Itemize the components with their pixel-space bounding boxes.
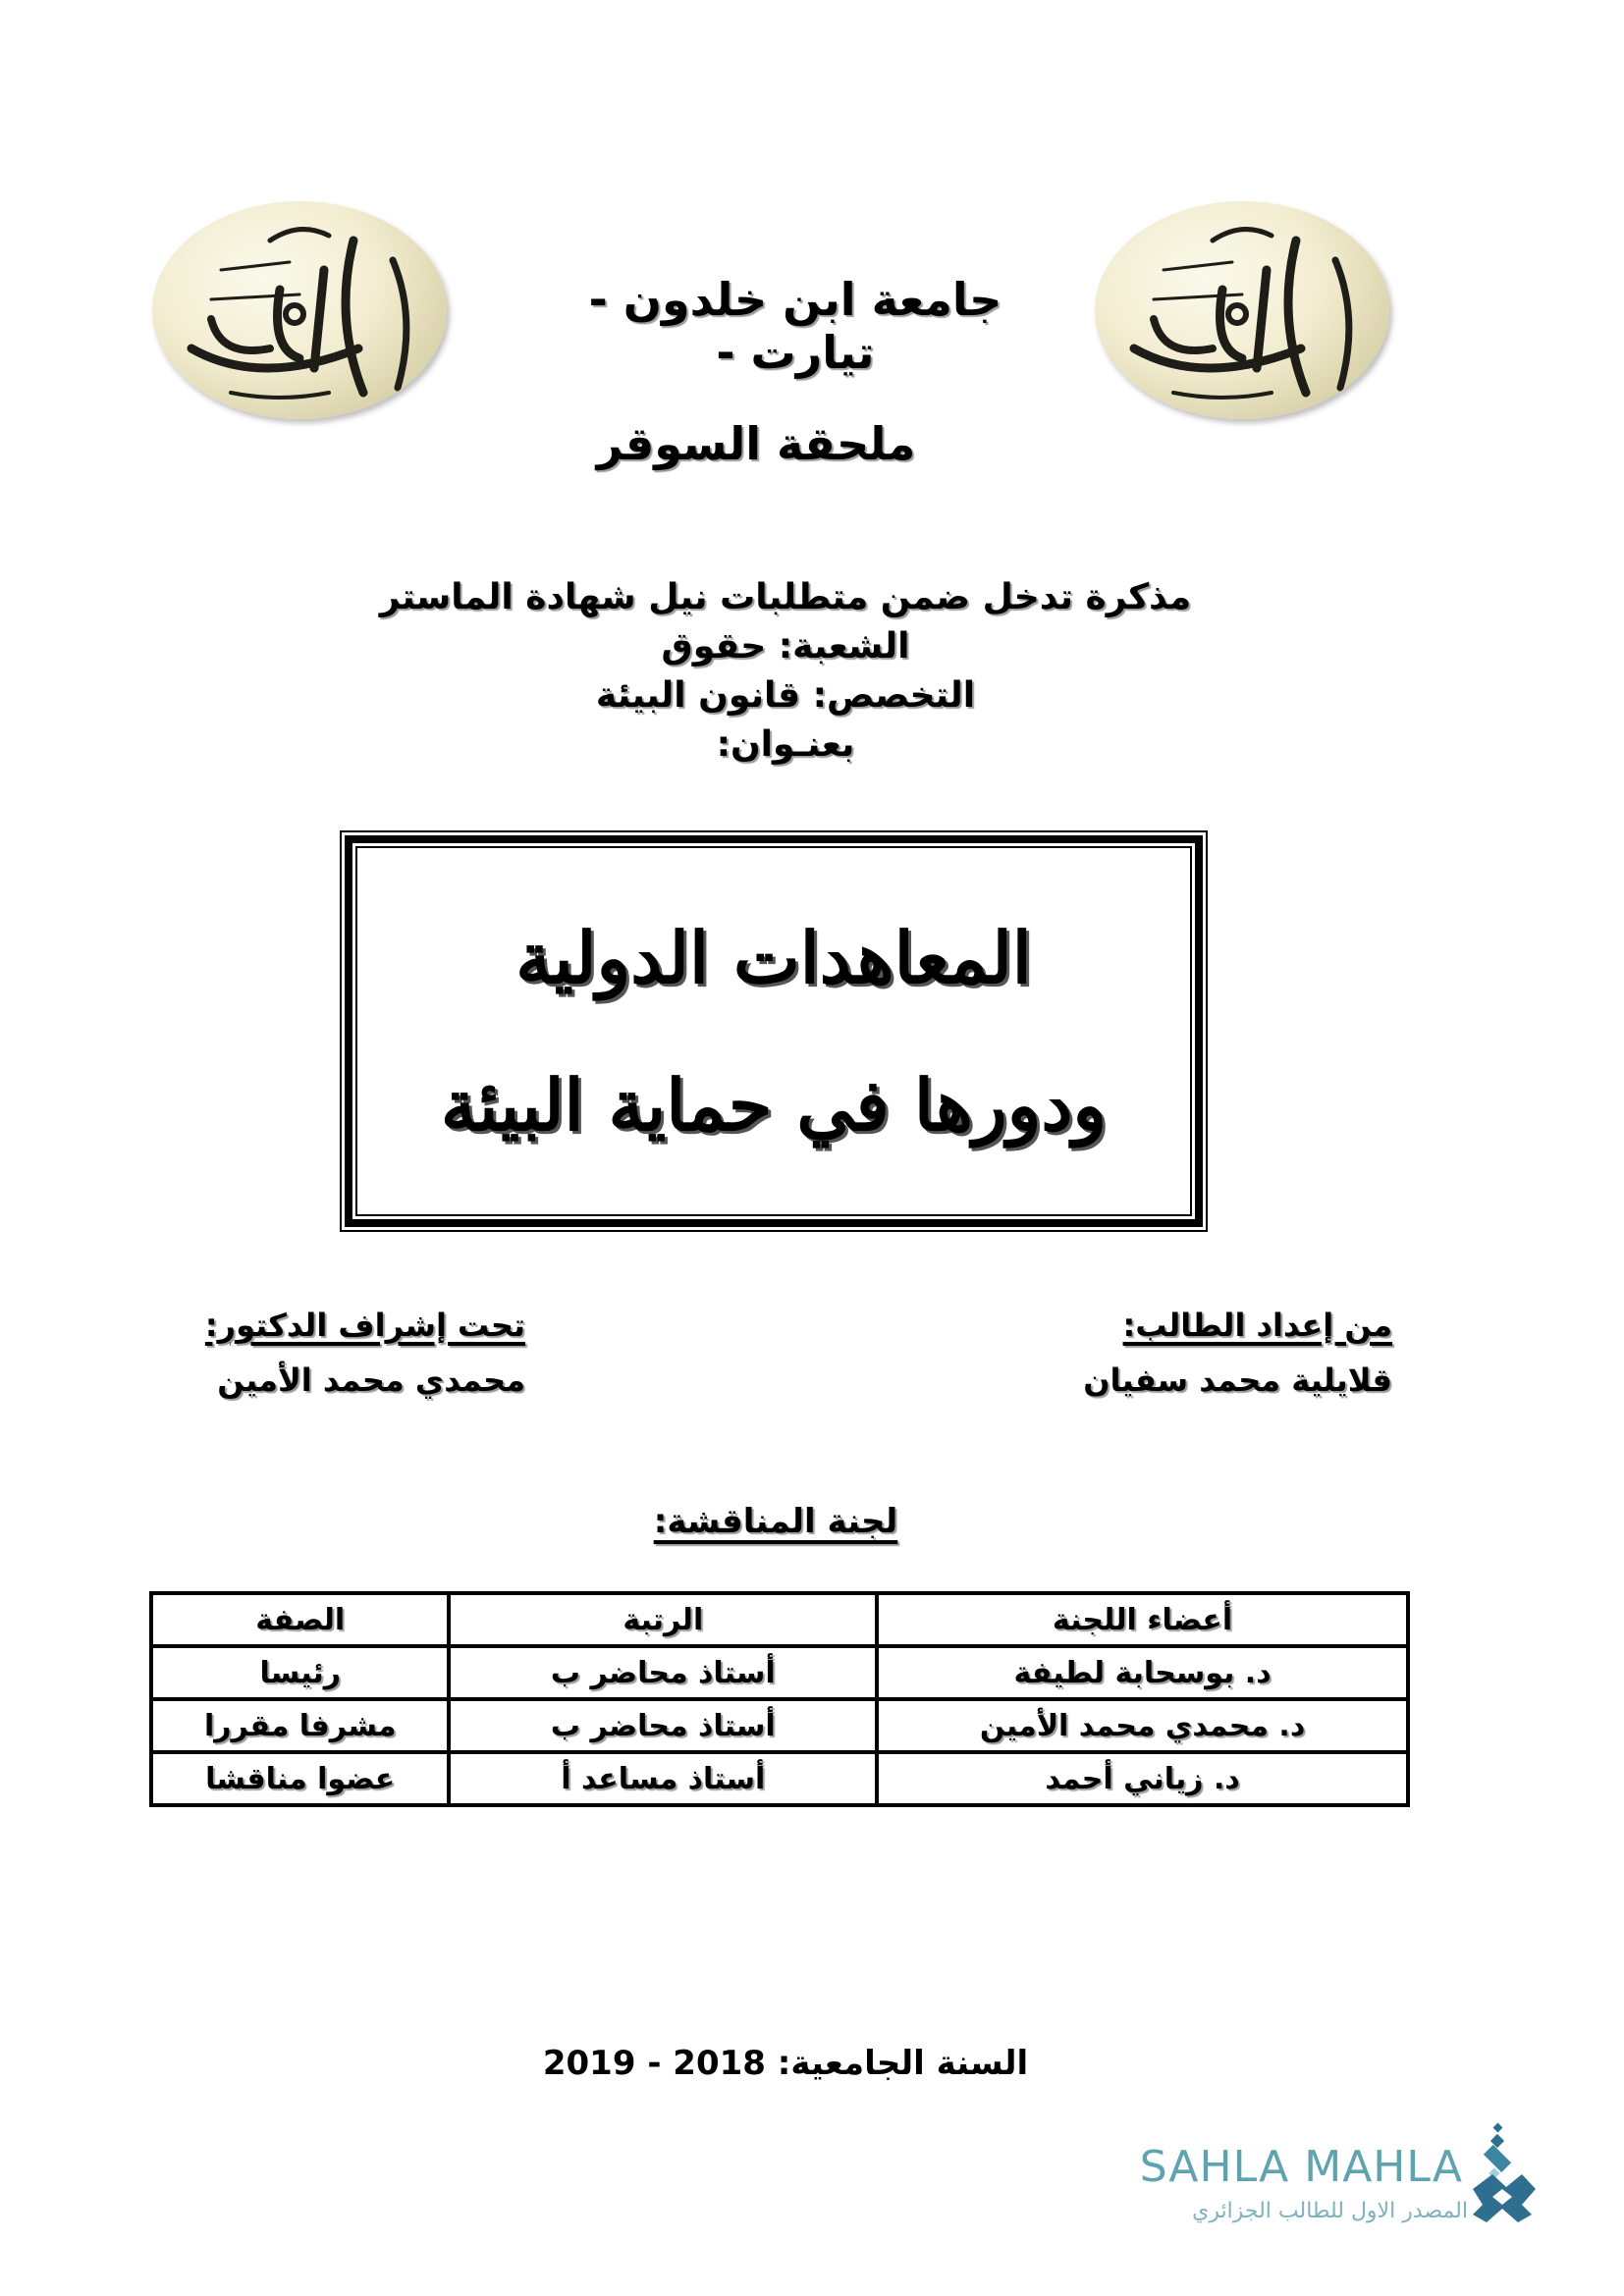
supervisor-block [205, 1298, 525, 1408]
student-block [1083, 1298, 1392, 1408]
brand-name: SAHLA MAHLA [1139, 2142, 1463, 2192]
memo-specialty: التخصص: قانون البيئة [595, 675, 976, 716]
calligraphy-emblem-icon [1095, 201, 1389, 419]
table-row [151, 1646, 1408, 1699]
table-row [151, 1752, 1408, 1805]
member-rank: أستاذ محاضر ب [449, 1646, 877, 1699]
member-role: عضوا مناقشا [151, 1752, 449, 1805]
member-role: مشرفا مقررا [151, 1699, 449, 1752]
thesis-title-line-2: ودورها في حماية البيئة [440, 1062, 1108, 1147]
sahla-mahla-logo-icon [1463, 2120, 1542, 2228]
sahla-mahla-watermark [1090, 2120, 1551, 2228]
academic-year: السنة الجامعية: 2018 - 2019 [542, 2044, 1029, 2083]
student-label: من إعداد الطالب: [1122, 1307, 1392, 1344]
member-role: رئيسا [151, 1646, 449, 1699]
supervisor-name: محمدي محمد الأمين [217, 1362, 525, 1399]
memo-description [373, 573, 1198, 770]
memo-purpose: مذكرة تدخل ضمن متطلبات نيل شهادة الماستر [379, 577, 1192, 617]
annex-name: ملحقة السوقر [596, 417, 916, 470]
thesis-title-line-1: المعاهدات الدولية [515, 915, 1032, 999]
member-rank: أستاذ محاضر ب [449, 1699, 877, 1752]
thesis-title-box [340, 830, 1208, 1232]
calligraphy-emblem-icon [152, 201, 447, 419]
column-header-role: الصفة [151, 1593, 449, 1646]
university-name: جامعة ابن خلدون - تيارت - [588, 273, 1002, 379]
member-name: د. بوسحابة لطيفة [877, 1646, 1408, 1699]
memo-title-label: بعنـوان: [716, 724, 855, 765]
member-rank: أستاذ مساعد أ [449, 1752, 877, 1805]
member-name: د. زياني أحمد [877, 1752, 1408, 1805]
table-header-row [151, 1593, 1408, 1646]
committee-heading-text: لجنة المناقشة: [653, 1502, 898, 1541]
column-header-members: أعضاء اللجنة [877, 1593, 1408, 1646]
university-emblem-left [152, 201, 447, 419]
committee-heading [589, 1502, 962, 1541]
committee-table [149, 1591, 1410, 1807]
member-name: د. محمدي محمد الأمين [877, 1699, 1408, 1752]
table-row [151, 1699, 1408, 1752]
student-name: قلايلية محمد سفيان [1083, 1362, 1392, 1399]
supervisor-label: تحت إشراف الدكتور: [204, 1307, 525, 1344]
university-emblem-right [1095, 201, 1389, 419]
brand-tagline: المصدر الاول للطالب الجزائري [1192, 2199, 1468, 2223]
column-header-rank: الرتبة [449, 1593, 877, 1646]
memo-field: الشعبة: حقوق [661, 626, 910, 667]
